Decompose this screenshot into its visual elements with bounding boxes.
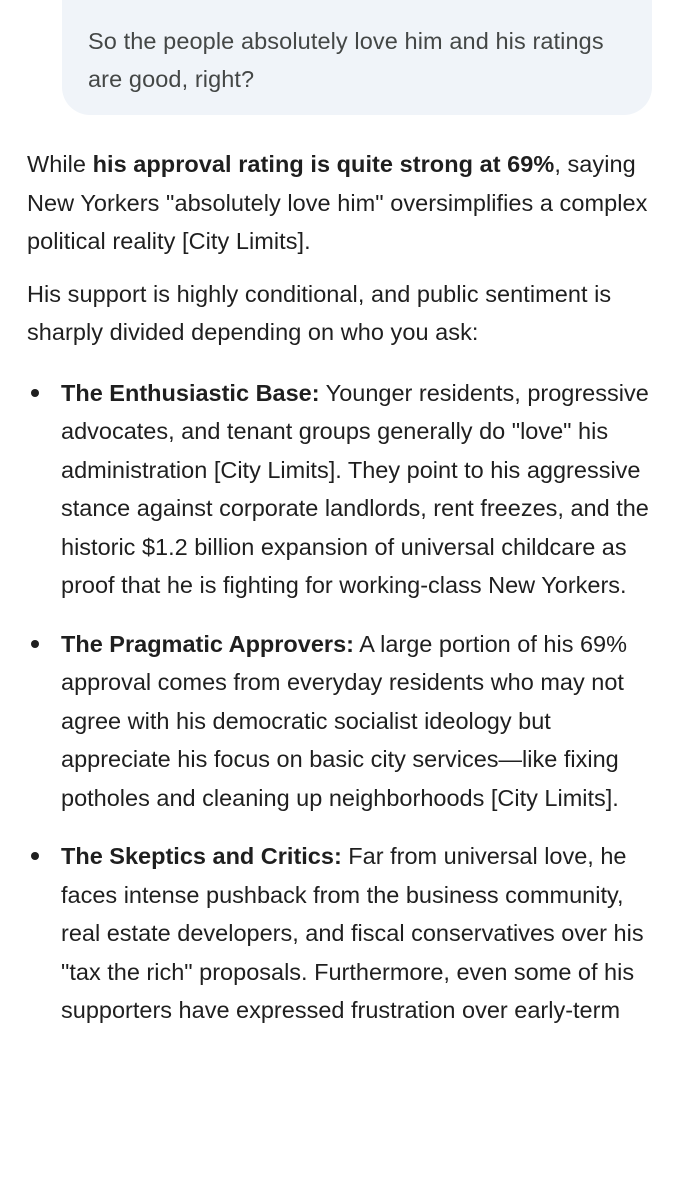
user-message-bubble (62, 0, 652, 115)
bullet-text: Far from universal love, he faces intense pushback from the business community, real estate developers, and fiscal conservatives over his "tax the rich" proposals. Furthermore, even some of his supporters have expressed frustration over early-term (61, 843, 644, 1023)
intro-rest: , saying New Yorkers "absolutely love him" oversimplifies a complex political reality [City Limits]. (27, 151, 648, 254)
bullet-text: A large portion of his 69% approval comes from everyday residents who may not agree with his democratic socialist ideology but appreciate his focus on basic city services—like fixing potholes and cleaning up neighborhoods [City Limits]. (61, 630, 628, 811)
list-item (27, 625, 657, 818)
response-intro-paragraph (27, 145, 657, 261)
list-item (27, 374, 657, 605)
response-second-paragraph: His support is highly conditional, and public sentiment is sharply divided depending on who you ask: (27, 280, 612, 345)
bullet-title: The Enthusiastic Base: (61, 379, 320, 406)
bullet-dot-icon (31, 640, 39, 648)
assistant-response (27, 145, 657, 1050)
intro-bold: his approval rating is quite strong at 69% (92, 151, 555, 177)
bullet-dot-icon (31, 852, 39, 860)
list-item (27, 837, 657, 1030)
intro-lead: While (27, 151, 93, 177)
bottom-fade (0, 1170, 678, 1200)
bullet-title: The Skeptics and Critics: (61, 843, 342, 869)
bullet-title: The Pragmatic Approvers: (61, 630, 354, 657)
response-bullet-list (27, 374, 657, 1030)
bullet-dot-icon (31, 389, 39, 397)
user-message-text: So the people absolutely love him and his ratings are good, right? (88, 28, 604, 92)
bullet-text: Younger residents, progressive advocates, and tenant groups generally do "love" his administration [City Limits]. They point to his aggressive stance against corporate landlords, rent freezes, and the historic $1.2 billion expansion of universal childcare as proof that he is fighting for working-class New Yorkers. (61, 379, 649, 598)
